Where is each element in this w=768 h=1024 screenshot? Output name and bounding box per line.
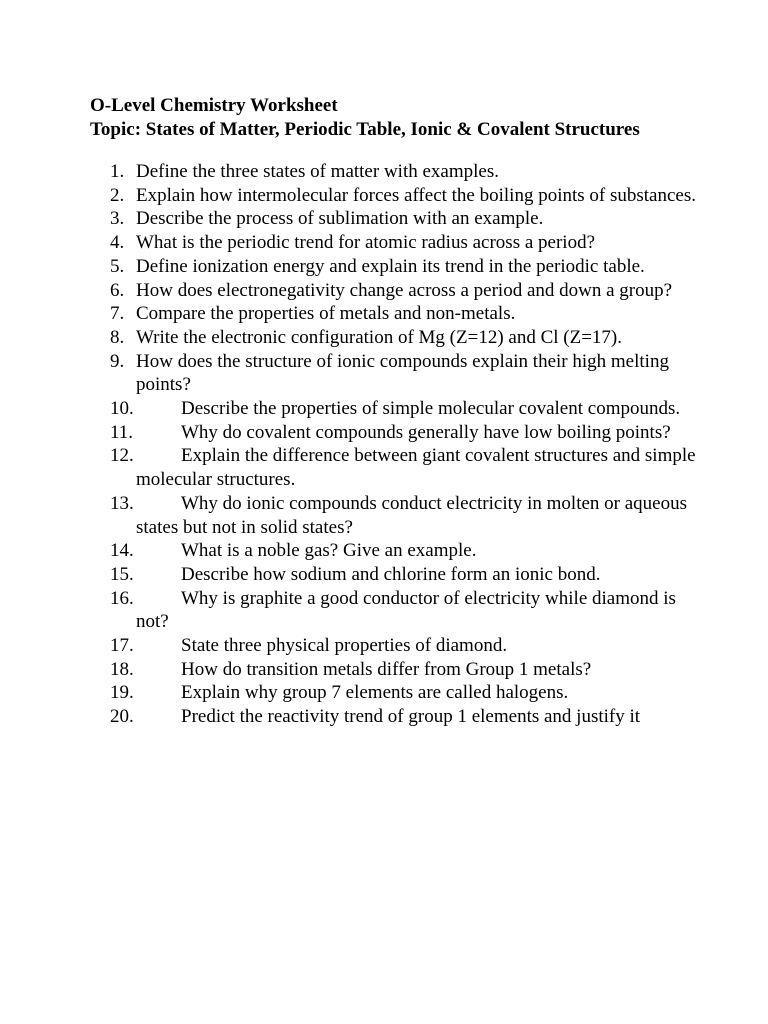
question-number: 2. [110, 184, 125, 206]
question-text: Write the electronic configuration of Mg (Z=12) and Cl (Z=17). [136, 326, 623, 348]
question-text: How do transition metals differ from Group 1 metals? [181, 658, 592, 680]
question-text: What is the periodic trend for atomic radius across a period? [136, 232, 595, 254]
question-item [0, 231, 696, 255]
question-item [0, 326, 696, 350]
question-number: 11. [110, 421, 134, 443]
question-number: 14. [110, 540, 134, 562]
question-text: Describe the properties of simple molecular covalent compounds. [181, 398, 681, 420]
question-item [0, 634, 696, 658]
question-number: 7. [110, 303, 125, 325]
question-text: Explain the difference between giant covalent structures and simple molecular structures. [136, 445, 696, 491]
question-item [0, 681, 696, 705]
question-text: Describe the process of sublimation with an example. [136, 208, 544, 230]
question-number: 1. [110, 161, 125, 182]
question-text: What is a noble gas? Give an example. [181, 540, 477, 562]
question-number: 18. [110, 658, 134, 680]
question-number: 9. [110, 350, 125, 372]
question-text: Explain why group 7 elements are called halogens. [181, 682, 569, 704]
question-number: 4. [110, 232, 125, 254]
question-item [0, 587, 696, 634]
question-number: 20. [110, 706, 134, 728]
question-text: Define the three states of matter with examples. [136, 161, 499, 182]
question-number: 8. [110, 326, 125, 348]
question-item [0, 705, 696, 729]
question-item [0, 207, 696, 231]
question-item [0, 563, 696, 587]
question-number: 12. [110, 445, 134, 467]
question-item [0, 444, 696, 491]
question-text: How does the structure of ionic compounds explain their high melting points? [136, 350, 669, 396]
question-text: How does electronegativity change across a period and down a group? [136, 279, 673, 301]
question-text: Why do ionic compounds conduct electricity in molten or aqueous states but not in solid states? [136, 492, 688, 538]
question-item [0, 421, 696, 445]
question-number: 10. [110, 398, 134, 420]
question-text: Predict the reactivity trend of group 1 elements and justify it [181, 706, 641, 728]
question-text: State three physical properties of diamond. [181, 635, 508, 657]
question-text: Compare the properties of metals and non-metals. [136, 303, 516, 325]
question-number: 6. [110, 279, 125, 301]
document-topic: Topic: States of Matter, Periodic Table, Ionic & Covalent Structures [90, 119, 640, 140]
question-text: Why do covalent compounds generally have low boiling points? [181, 421, 671, 443]
question-number: 16. [110, 587, 134, 609]
question-item [0, 255, 696, 279]
question-text: Define ionization energy and explain its trend in the periodic table. [136, 255, 645, 277]
question-item [0, 302, 696, 326]
question-number: 5. [110, 255, 125, 277]
question-number: 19. [110, 682, 134, 704]
question-item [0, 539, 696, 563]
question-item [0, 658, 696, 682]
document-heading [90, 94, 730, 142]
question-item [0, 350, 696, 397]
question-item [0, 492, 696, 539]
question-text: Describe how sodium and chlorine form an ionic bond. [181, 563, 601, 585]
question-item [0, 279, 696, 303]
question-item [0, 160, 696, 184]
question-text: Why is graphite a good conductor of electricity while diamond is not? [136, 587, 676, 633]
question-item [0, 184, 696, 208]
question-list [0, 160, 768, 729]
question-number: 17. [110, 635, 134, 657]
question-item [0, 397, 696, 421]
question-number: 15. [110, 563, 134, 585]
question-text: Explain how intermolecular forces affect the boiling points of substances. [136, 184, 696, 206]
document-title: O-Level Chemistry Worksheet [90, 95, 338, 116]
question-number: 13. [110, 492, 134, 514]
question-number: 3. [110, 208, 125, 230]
